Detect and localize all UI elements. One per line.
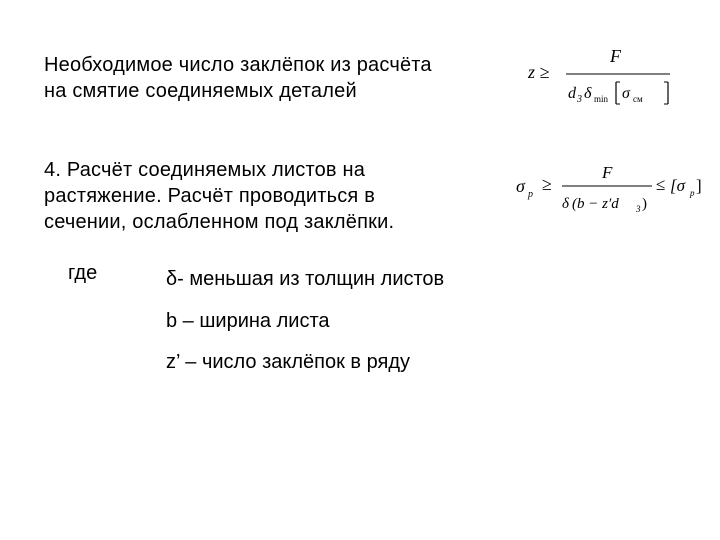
formula1-d-sub: 3 bbox=[577, 94, 582, 105]
formula2-numerator: F bbox=[602, 163, 613, 182]
paragraph-line: сечении, ослабленном под заклёпки. bbox=[44, 211, 395, 233]
formula2-den-body: (b − z′d bbox=[572, 196, 619, 212]
formula2-rhs: [σ bbox=[670, 176, 685, 195]
paragraph-line: 4. Расчёт соединяемых листов на bbox=[44, 159, 366, 181]
formula1-lhs: z ≥ bbox=[528, 62, 550, 82]
formula1-sigma-sub: см bbox=[633, 94, 643, 104]
formula1-delta: δ bbox=[584, 85, 592, 102]
paragraph-sheet-tension bbox=[44, 157, 394, 235]
formula2-le: ≤ bbox=[656, 175, 666, 194]
formula1-d: d bbox=[568, 85, 576, 102]
where-label: где bbox=[68, 262, 98, 284]
formula2-lhs-sub: p bbox=[528, 189, 533, 200]
formula-tension-stress bbox=[512, 158, 702, 218]
paragraph-rivet-count bbox=[44, 52, 432, 104]
formula1-numerator: F bbox=[610, 46, 621, 66]
paragraph-line: Необходимое число заклёпок из расчёта bbox=[44, 54, 432, 76]
formula2-ge: ≥ bbox=[542, 174, 552, 194]
definition-b: b – ширина листа bbox=[166, 310, 330, 332]
formula1-delta-sub: min bbox=[594, 94, 609, 104]
definition-z: z’ – число заклёпок в ряду bbox=[166, 351, 411, 373]
formula2-den-close: ) bbox=[642, 196, 647, 212]
formula2-rhs-sub: р bbox=[690, 188, 695, 198]
paragraph-line: растяжение. Расчёт проводиться в bbox=[44, 185, 376, 207]
formula2-rhs-close: ] bbox=[696, 176, 702, 195]
formula2-lhs-sigma: σ bbox=[516, 176, 525, 196]
formula-rivet-count bbox=[528, 40, 678, 110]
formula2-den-delta: δ bbox=[562, 196, 569, 212]
paragraph-line: на смятие соединяемых деталей bbox=[44, 80, 357, 102]
definition-delta: δ- меньшая из толщин листов bbox=[166, 268, 445, 290]
formula1-sigma: σ bbox=[622, 85, 630, 102]
formula2-den-sub: 3 bbox=[636, 204, 641, 214]
